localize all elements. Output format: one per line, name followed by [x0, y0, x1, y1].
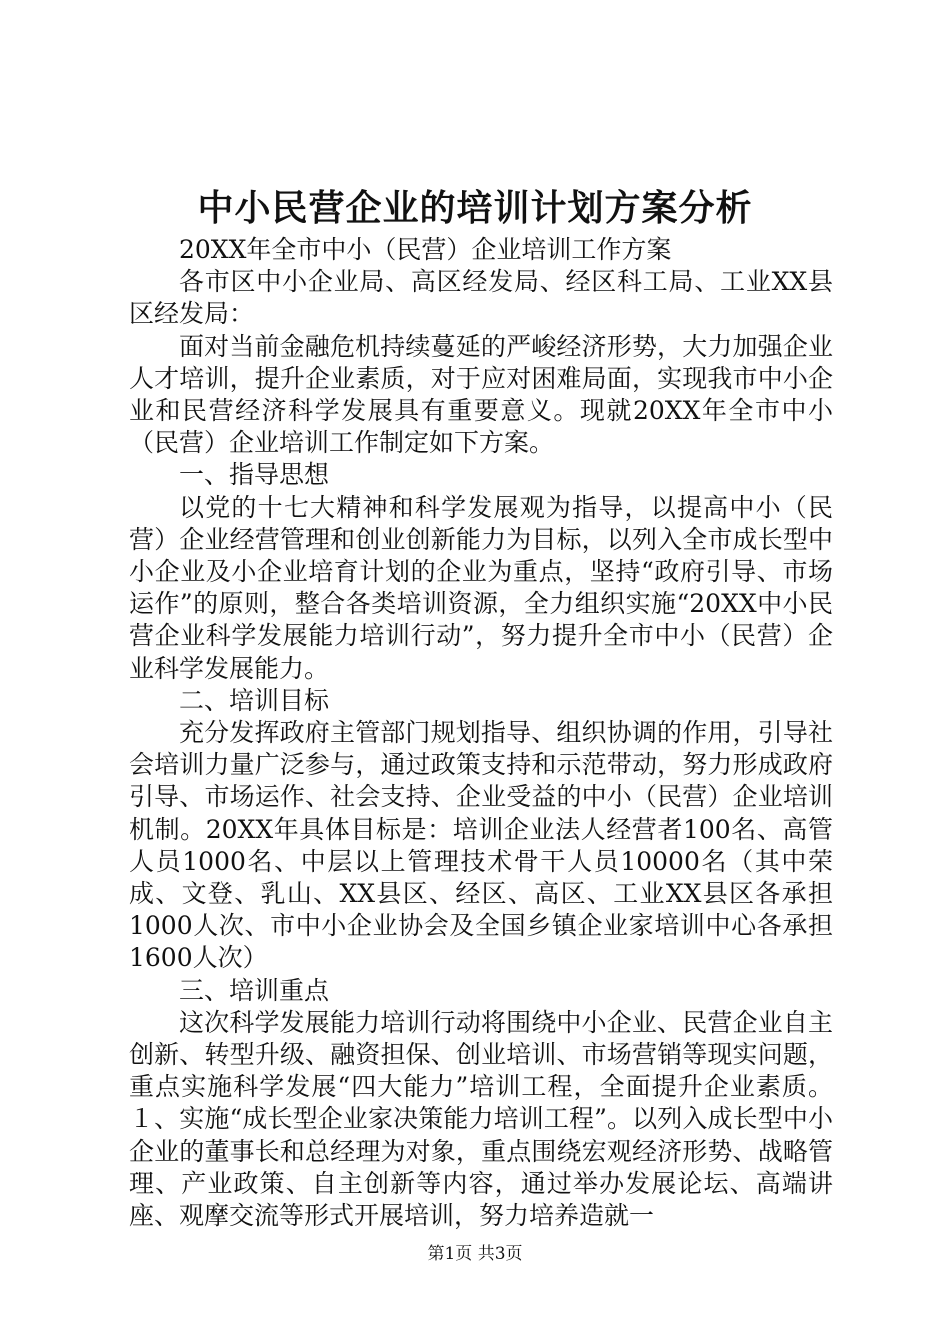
section-heading-guiding-ideology: 一、指导思想	[179, 460, 330, 490]
section-heading-training-goals: 二、培训目标	[179, 685, 330, 715]
section-heading-training-focus: 三、培训重点	[179, 975, 330, 1005]
guiding-ideology-paragraph: 以党的十七大精神和科学发展观为指导，以提高中小（民营）企业经营管理和创业创新能力为目标，以列入全市成长型中小企业及小企业培育计划的企业为重点，坚持“政府引导、市场运作”的原则，整合各类培训资源，全力组织实施“20XX中小民营企业科学发展能力培训行动”，努力提升全市中小（民营）企业科学发展能力。	[129, 492, 833, 683]
training-focus-paragraph: 这次科学发展能力培训行动将围绕中小企业、民营企业自主创新、转型升级、融资担保、创业培训、市场营销等现实问题，重点实施科学发展“四大能力”培训工程，全面提升企业素质。１、实施“成长型企业家决策能力培训工程”。以列入成长型中小企业的董事长和总经理为对象，重点围绕宏观经济形势、战略管理、产业政策、自主创新等内容，通过举办发展论坛、高端讲座、观摩交流等形式开展培训，努力培养造就一	[129, 1007, 833, 1231]
plan-heading-line: 20XX年全市中小（民营）企业培训工作方案	[179, 235, 672, 264]
document-title: 中小民营企业的培训计划方案分析	[197, 187, 753, 229]
training-goals-paragraph: 充分发挥政府主管部门规划指导、组织协调的作用，引导社会培训力量广泛参与，通过政策支持和示范带动，努力形成政府引导、市场运作、社会支持、企业受益的中小（民营）企业培训机制。20XX年具体目标是：培训企业法人经营者100名、高管人员1000名、中层以上管理技术骨干人员10000名（其中荣成、文登、乳山、XX县区、经区、高区、工业XX县区各承担1000人次、市中小企业协会及全国乡镇企业家培训中心各承担1600人次）	[129, 718, 833, 973]
page-number-footer: 第1页 共3页	[427, 1244, 523, 1264]
addressee-line: 各市区中小企业局、高区经发局、经区科工局、工业XX县区经发局：	[129, 267, 833, 329]
intro-paragraph: 面对当前金融危机持续蔓延的严峻经济形势，大力加强企业人才培训，提升企业素质，对于应对困难局面，实现我市中小企业和民营经济科学发展具有重要意义。现就20XX年全市中小（民营）企业培训工作制定如下方案。	[129, 331, 833, 458]
document-body	[129, 234, 833, 1232]
